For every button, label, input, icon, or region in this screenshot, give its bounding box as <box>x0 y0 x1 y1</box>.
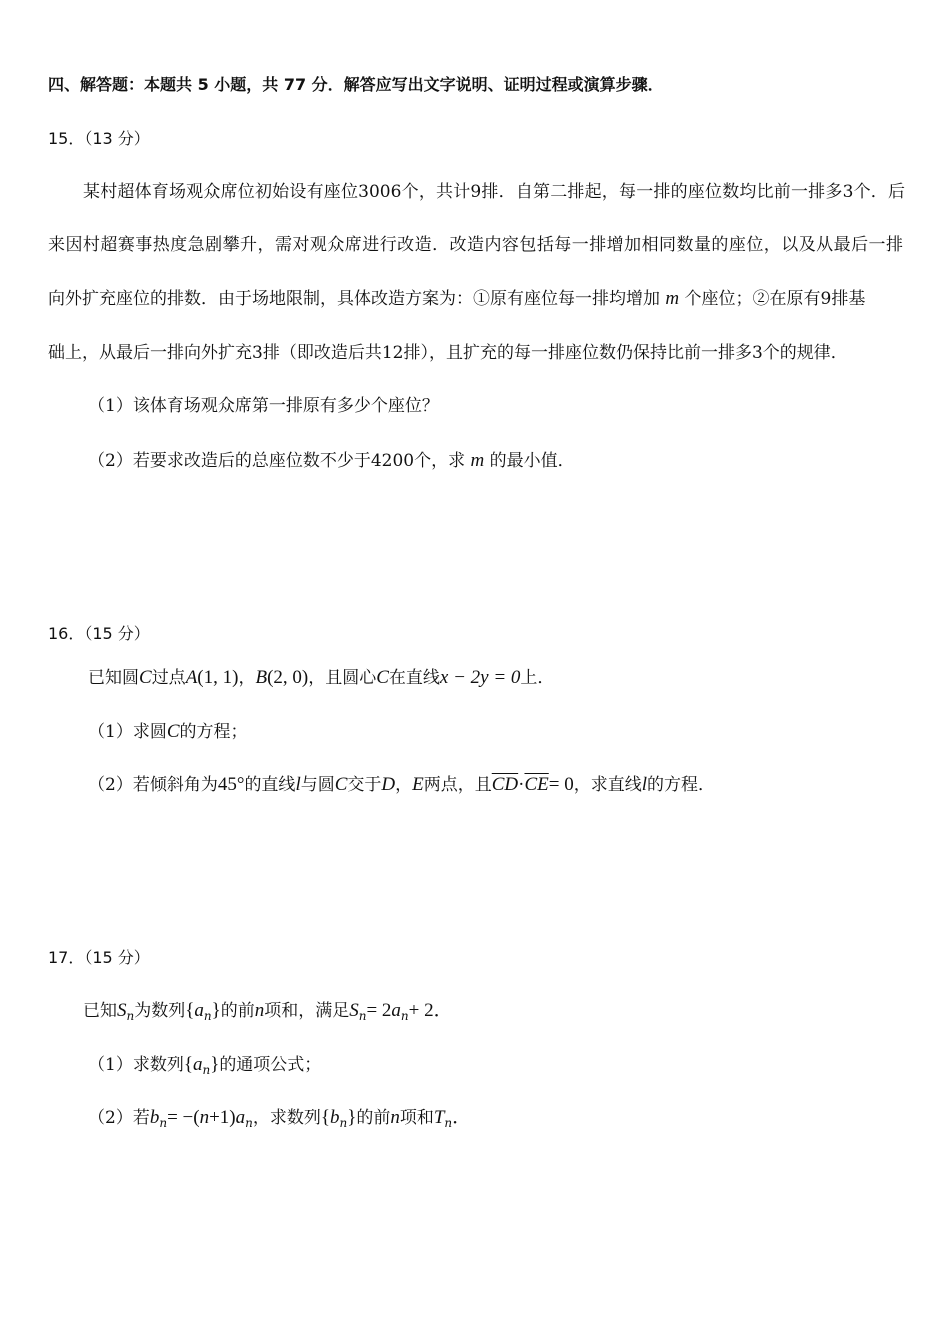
q17-var-T: T <box>433 1107 445 1128</box>
q17-subscript: n <box>245 1116 253 1130</box>
q17-subquestion-1 <box>88 1053 321 1077</box>
q17-text: 的通项公式； <box>219 1055 322 1075</box>
q17-text: 项和 <box>399 1108 434 1128</box>
q16-equals-zero: = 0 <box>548 774 574 795</box>
q16-text: （2）若倾斜角为 <box>88 775 218 795</box>
q16-vector-CD: $\overline{CD}$ <box>491 774 519 795</box>
q17-plus-one: +1) <box>209 1107 236 1128</box>
q17-var-n: n <box>390 1107 400 1128</box>
q16-var-C: C <box>334 774 348 795</box>
q16-text: 已知圆 <box>88 668 139 688</box>
q17-equals: = 2 <box>366 1000 392 1021</box>
q15-var-m: m <box>665 288 680 309</box>
q16-var-C: C <box>139 667 152 688</box>
q17-var-n: n <box>199 1107 210 1128</box>
q16-text: 的直线 <box>244 775 296 795</box>
q17-var-b: b <box>149 1107 160 1128</box>
q16-point-E: E <box>412 774 424 795</box>
q17-period: ． <box>452 1107 472 1128</box>
q17-var-n: n <box>254 1000 265 1021</box>
q16-text: 的方程； <box>179 722 248 742</box>
q17-text: 已知 <box>83 1001 117 1021</box>
q16-var-l: l <box>641 774 648 795</box>
q17-brace: } <box>211 1000 221 1021</box>
q15-paragraph-line-1: 某村超体育场观众席位初始设有座位3006个，共计9排．自第二排起，每一排的座位数均比前一排多3个．后 <box>83 182 905 202</box>
q17-text: 的前 <box>356 1108 391 1128</box>
q16-text: 上． <box>520 668 555 688</box>
q15-text: 向外扩充座位的排数．由于场地限制，具体改造方案为：①原有座位每一排均增加 <box>48 289 660 309</box>
q16-line-equation: x − 2y = 0 <box>439 667 521 688</box>
q17-brace: } <box>210 1054 220 1075</box>
q17-var-a: a <box>391 1000 401 1021</box>
q17-period: ． <box>433 1000 453 1021</box>
q16-var-l: l <box>295 774 301 795</box>
q15-paragraph-line-4: 础上，从最后一排向外扩充3排（即改造后共12排），且扩充的每一排座位数仍保持比前一排多3个的规律． <box>48 343 848 363</box>
q15-paragraph-line-3 <box>48 287 865 311</box>
q17-stem <box>83 999 453 1023</box>
q16-text: 的方程． <box>647 775 716 795</box>
section-title: 四、解答题：本题共 5 小题，共 77 分．解答应写出文字说明、证明过程或演算步骤． <box>48 75 664 94</box>
q15-text: 的最小值． <box>489 451 575 471</box>
q17-text: （2）若 <box>88 1108 150 1128</box>
q16-text: ，且圆心 <box>308 668 377 688</box>
q17-subscript: n <box>203 1009 212 1023</box>
q16-coord-A: (1, 1) <box>197 667 239 688</box>
q17-var-a: a <box>192 1054 203 1075</box>
q17-var-S: S <box>117 1000 127 1021</box>
q15-subquestion-1: （1）该体育场观众席第一排原有多少个座位？ <box>88 396 439 416</box>
q17-var-b: b <box>329 1107 340 1128</box>
q15-paragraph-line-2: 来因村超赛事热度急剧攀升，需对观众席进行改造．改造内容包括每一排增加相同数量的座位，以及从最后一排 <box>48 235 903 255</box>
q16-header: 16．（15 分） <box>48 624 150 643</box>
q16-text: 交于 <box>347 775 382 795</box>
q16-text: ， <box>238 668 256 688</box>
q16-subquestion-2 <box>88 773 715 797</box>
q16-point-B: B <box>255 667 268 688</box>
q17-brace: } <box>347 1107 357 1128</box>
q16-text: 两点，且 <box>423 775 492 795</box>
q17-subscript: n <box>126 1009 135 1023</box>
q16-text: 在直线 <box>388 668 440 688</box>
q17-subscript: n <box>202 1063 211 1077</box>
q16-angle: 45° <box>217 774 245 795</box>
q16-coord-B: (2, 0) <box>267 667 309 688</box>
q15-var-m: m <box>470 450 485 471</box>
q16-text: 与圆 <box>300 775 335 795</box>
q17-subscript: n <box>159 1116 168 1130</box>
q16-dot-operator: · <box>518 774 525 795</box>
q16-subquestion-1 <box>88 720 248 744</box>
q16-point-D: D <box>381 774 396 795</box>
q17-var-a: a <box>235 1107 246 1128</box>
q17-subscript: n <box>400 1009 409 1023</box>
q17-subscript: n <box>339 1116 348 1130</box>
q17-subscript: n <box>444 1116 453 1130</box>
q17-header: 17．（15 分） <box>48 948 150 967</box>
q17-subscript: n <box>358 1009 367 1023</box>
q16-text: （1）求圆 <box>88 722 167 742</box>
q17-text: 为数列 <box>134 1001 186 1021</box>
q15-subquestion-2 <box>88 449 575 473</box>
q17-text: 的前 <box>220 1001 255 1021</box>
q16-var-C: C <box>376 667 389 688</box>
q16-text: ，求直线 <box>573 775 642 795</box>
q15-header: 15．（13 分） <box>48 129 150 148</box>
q17-subquestion-2 <box>88 1106 471 1130</box>
q16-point-A: A <box>185 667 198 688</box>
q15-text: 个座位；②在原有9排基 <box>684 289 866 309</box>
q17-plus-two: + 2 <box>408 1000 434 1021</box>
q15-text: （2）若要求改造后的总座位数不少于4200个，求 <box>88 451 466 471</box>
q16-stem <box>88 666 554 690</box>
q16-vector-CE: $\overline{CE}$ <box>524 774 549 795</box>
q16-var-C: C <box>166 721 180 742</box>
q16-text: 过点 <box>151 668 186 688</box>
q17-text: 项和，满足 <box>264 1001 350 1021</box>
q17-brace: { <box>183 1054 193 1075</box>
q17-equals-negative: = −( <box>167 1107 200 1128</box>
q17-var-S: S <box>349 1000 359 1021</box>
q16-text: ， <box>395 775 413 795</box>
q17-brace: { <box>185 1000 195 1021</box>
q17-var-a: a <box>194 1000 204 1021</box>
q17-text: （1）求数列 <box>88 1055 184 1075</box>
q17-text: ，求数列 <box>252 1108 321 1128</box>
q17-brace: { <box>320 1107 330 1128</box>
